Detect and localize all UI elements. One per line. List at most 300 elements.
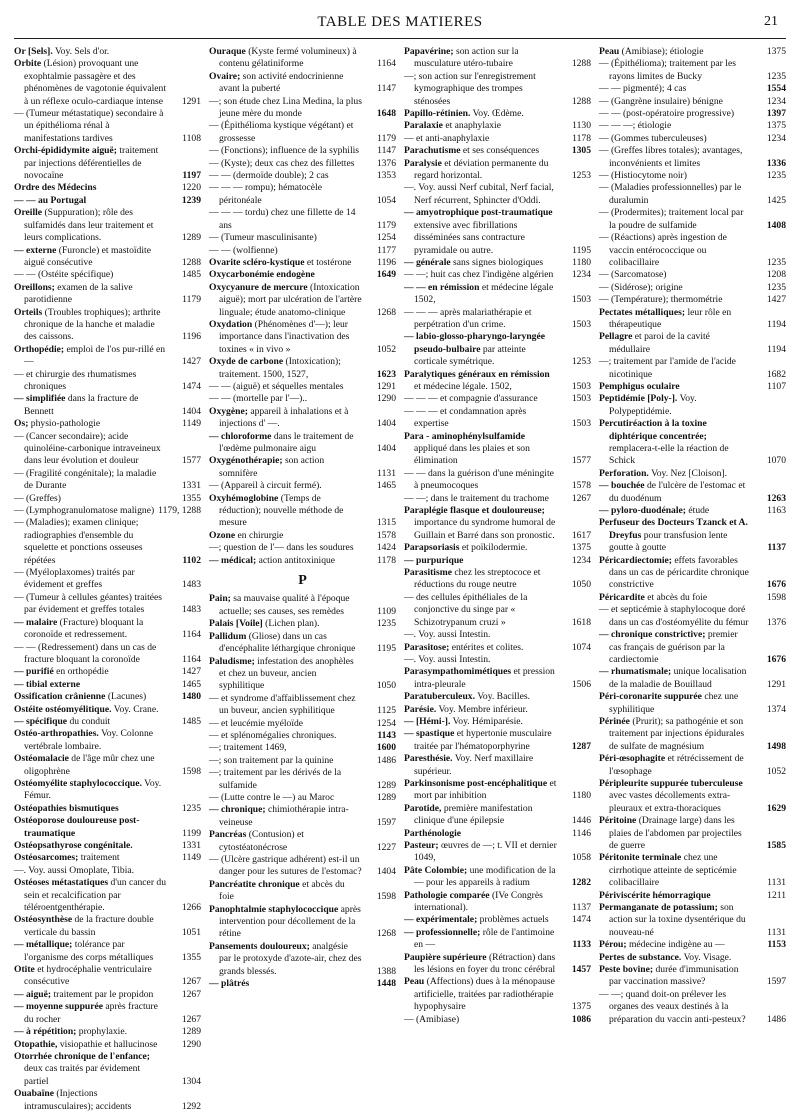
entry-description: son action sur la toxine dysentérique du nouveau-né <box>609 902 746 938</box>
entry-heading: Parotide, <box>404 802 442 814</box>
entry-page-ref: 1109 <box>377 605 396 617</box>
entry-text <box>209 170 329 181</box>
entry-text <box>209 755 333 766</box>
entry-page-ref: 1577 <box>571 455 591 467</box>
index-entry <box>209 245 396 257</box>
entry-text <box>209 232 317 243</box>
entry-text <box>14 145 158 181</box>
entry-page-ref: 1194 <box>767 343 786 355</box>
entry-description: — et leucémie myéloïde <box>209 717 304 729</box>
entry-description: — — pigmenté); 4 cas <box>599 83 687 95</box>
entry-text <box>599 418 729 466</box>
entry-text <box>209 431 354 454</box>
entry-page-ref: 1486 <box>766 1013 786 1025</box>
entry-description: son action sur la musculature utéro-tubaire <box>414 46 519 70</box>
entry-text <box>599 170 687 181</box>
entry-page-ref: 1427 <box>766 294 786 306</box>
index-entry <box>599 58 786 83</box>
entry-heading: Pansements douloureux; <box>209 940 310 952</box>
entry-description: traitement <box>80 852 120 864</box>
entry-text <box>209 269 315 280</box>
index-entry <box>404 890 591 915</box>
entry-heading: Peste bovine; <box>599 964 654 976</box>
entry-text <box>404 716 523 727</box>
index-entry <box>209 381 396 393</box>
index-entry <box>209 356 396 381</box>
entry-page-ref: 1506 <box>571 678 591 690</box>
entry-description: (Suppuration); rôle des sulfamidés dans leur traitement et leurs complications. <box>24 207 154 244</box>
entry-text <box>404 431 530 467</box>
index-entry <box>209 269 396 281</box>
entry-heading: Papillo-rétinien. <box>404 108 471 120</box>
index-entry <box>599 691 786 716</box>
index-entry <box>209 978 396 990</box>
entry-text <box>404 158 548 181</box>
entry-page-ref: 1179 <box>377 219 396 231</box>
entry-text <box>209 493 343 529</box>
entry-heading: Ostéopsathyrose congénitale. <box>14 840 133 851</box>
index-entry <box>14 592 201 617</box>
index-entry <box>14 418 201 430</box>
entry-text <box>404 592 527 628</box>
entry-text <box>14 282 133 305</box>
entry-description: (Temps de réduction); nouvelle méthode de mesure <box>219 492 344 529</box>
entry-text <box>14 716 110 727</box>
entry-description: — (Greffes) <box>14 492 61 504</box>
entry-description: de l'ulcère de l'estomac et du duodénum <box>609 480 746 504</box>
entry-description: — (Histiocytome noir) <box>599 170 687 182</box>
entry-page-ref: 1195 <box>377 643 396 655</box>
index-entry <box>14 182 201 194</box>
entry-text <box>14 617 143 640</box>
entry-text <box>14 1026 127 1037</box>
index-entry <box>209 232 396 244</box>
index-entry <box>599 83 786 95</box>
entry-description: durée d'immunisation par vaccination massive? <box>609 964 739 988</box>
entry-text <box>209 530 283 541</box>
entry-text <box>599 307 731 330</box>
entry-page-ref: 1263 <box>766 492 786 504</box>
index-entry <box>404 629 591 641</box>
entry-text <box>14 840 133 851</box>
entry-text <box>14 778 161 801</box>
index-entry <box>14 1001 201 1026</box>
entry-page-ref: 1483 <box>181 604 201 616</box>
entry-description: — (Épithélioma); traitement par les rayons limites de Bucky <box>599 58 736 82</box>
index-entry <box>599 207 786 232</box>
entry-heading: Oxyhémoglobine <box>209 492 279 504</box>
entry-page-ref: 1597 <box>766 976 786 988</box>
index-entry <box>404 666 591 691</box>
entry-heading: Oxycarbonémie endogène <box>209 269 315 281</box>
entry-text <box>599 666 746 689</box>
index-entry <box>209 158 396 170</box>
index-entry <box>209 46 396 71</box>
entry-page-ref: 1648 <box>376 108 396 120</box>
entry-heading: — purifié <box>14 666 54 678</box>
entry-page-ref: 1485 <box>181 715 201 727</box>
entry-heading: Ostéoporose douloureuse post-traumatique <box>14 815 140 839</box>
entry-heading: Ostéite ostéomyélitique. <box>14 703 112 715</box>
entry-heading: Pemphigus oculaire <box>599 380 680 392</box>
entry-text <box>404 555 463 566</box>
entry-text <box>14 679 80 690</box>
index-entry <box>14 567 201 592</box>
index-entry <box>209 656 396 693</box>
entry-description: — (Sarcomatose) <box>599 269 667 281</box>
index-entry <box>14 691 201 703</box>
entry-page-ref: 1131 <box>767 877 786 889</box>
entry-text <box>209 71 343 94</box>
entry-description: (Furoncle) et mastoïdite aiguë consécutive <box>24 244 151 268</box>
index-entry <box>404 542 591 554</box>
entry-page-ref: 1375 <box>571 542 591 554</box>
entry-heading: Péritoine <box>599 815 637 827</box>
entry-text <box>14 58 166 106</box>
entry-page-ref: 1598 <box>376 891 396 903</box>
entry-description: dans la fracture de Bennett <box>24 393 139 417</box>
entry-heading: Orbite <box>14 58 42 70</box>
index-entry <box>404 307 591 332</box>
entry-text <box>404 728 552 751</box>
entry-text <box>14 517 143 565</box>
entry-text <box>14 567 135 590</box>
index-entry <box>14 716 201 728</box>
index-entry <box>209 829 396 854</box>
index-entry <box>599 145 786 170</box>
entry-text <box>14 728 153 751</box>
entry-text <box>209 941 362 977</box>
entry-description: — et anti-anaphylaxie <box>404 132 490 144</box>
entry-page-ref: 1163 <box>767 505 786 517</box>
entry-text <box>209 854 362 877</box>
entry-text <box>404 1014 459 1025</box>
entry-text <box>14 195 86 206</box>
entry-description: — (Maladies professionnelles) par le duralumin <box>599 182 742 206</box>
entry-text <box>209 542 354 553</box>
entry-page-ref: 1585 <box>766 840 786 851</box>
entry-text <box>404 865 556 888</box>
entry-description: visiopathie et hallucinose <box>59 1038 158 1050</box>
entry-text <box>14 1051 150 1087</box>
entry-heading: Péricardite <box>599 591 645 603</box>
entry-description: physio-pathologie <box>30 418 101 430</box>
entry-description: — (Cancer secondaire); acide quinoléine-carbonique intraveineux dans leur évolution et douleur <box>14 430 161 467</box>
entry-page-ref: 1254 <box>376 232 396 244</box>
entry-description: (IVe Congrès international). <box>414 889 543 914</box>
entry-description: —. Voy. aussi Omoplate, Tibia. <box>14 864 135 876</box>
entry-text <box>14 642 156 665</box>
entry-text <box>599 232 727 268</box>
entry-description: appliqué dans les plaies et son élimination <box>414 443 530 467</box>
entry-description: avec vastes décollements extra-pleuraux et extra-thoraciques <box>609 790 731 814</box>
index-column-3 <box>404 46 591 1076</box>
entry-page-ref: 1404 <box>376 443 396 454</box>
entry-text <box>14 815 139 838</box>
entry-text <box>14 964 152 987</box>
entry-heading: Orteils <box>14 306 43 318</box>
index-entry <box>14 145 201 182</box>
entry-description: rôle de l'antimoine en — <box>414 926 555 951</box>
entry-description: traitement par injections déférentielles de novocaïne <box>24 145 159 182</box>
entry-page-ref: 1234 <box>766 95 786 107</box>
entry-page-ref: 1682 <box>766 368 786 380</box>
entry-text <box>404 207 553 255</box>
index-entry <box>209 71 396 96</box>
entry-page-ref: 1425 <box>766 194 786 206</box>
entry-text <box>14 182 96 193</box>
index-entry <box>209 767 396 792</box>
entry-page-ref: 1130 <box>572 120 591 132</box>
entry-page-ref: 1179 <box>182 294 201 306</box>
entry-heading: Pancréas <box>209 829 247 841</box>
entry-text <box>209 158 354 169</box>
entry-page-ref: 1446 <box>571 815 591 827</box>
entry-text <box>599 381 680 392</box>
index-entry <box>599 629 786 666</box>
entry-description: prophylaxie. <box>78 1026 127 1038</box>
entry-text <box>404 307 532 330</box>
index-entry <box>14 728 201 753</box>
entry-description: (Kyste fermé volumineux) à contenu gélatiniforme <box>219 46 357 70</box>
entry-page-ref: 1108 <box>182 132 201 144</box>
entry-page-ref: 1292 <box>181 1100 201 1112</box>
entry-heading: — expérimentale; <box>404 914 478 926</box>
entry-page-ref: 1598 <box>181 765 201 777</box>
entry-page-ref: 1503 <box>571 393 591 405</box>
entry-heading: Paralytiques généraux en rémission <box>404 368 550 380</box>
entry-text <box>14 46 109 57</box>
entry-heading: — chloroforme <box>209 430 272 442</box>
index-entry <box>599 182 786 207</box>
entry-text <box>14 307 160 343</box>
entry-page-ref: 1388 <box>376 965 396 977</box>
entry-text <box>209 904 361 940</box>
entry-heading: Otorrhée chronique de l'enfance; <box>14 1050 150 1062</box>
entry-description: et tostérone <box>306 256 352 268</box>
entry-text <box>599 133 707 144</box>
entry-page-ref: 1503 <box>571 418 591 430</box>
entry-heading: Oxycyanure de mercure <box>209 281 308 293</box>
entry-description: étude <box>688 505 710 517</box>
entry-text <box>404 927 554 950</box>
entry-page-ref: 1267 <box>181 976 201 988</box>
entry-heading: Péri-coronarite suppurée <box>599 691 702 703</box>
entry-page-ref: 1355 <box>181 951 201 963</box>
entry-text <box>209 96 362 119</box>
entry-text <box>599 393 697 416</box>
entry-page-ref: 1179, 1288 <box>158 505 201 517</box>
index-entry <box>209 406 396 431</box>
entry-text <box>599 207 743 230</box>
index-entry <box>14 46 201 58</box>
index-entry <box>599 555 786 592</box>
entry-text <box>14 1088 131 1111</box>
entry-description: — —; quand doit-on prélever les organes des veaux destinés à la préparation du vaccin anti-pesteux? <box>599 988 746 1025</box>
entry-page-ref: 1147 <box>377 145 396 157</box>
entry-text <box>404 704 528 715</box>
entry-description: dans le traitement de l'œdème pulmonaire aigu <box>219 430 354 454</box>
entry-text <box>209 618 320 629</box>
entry-page-ref: 1197 <box>182 170 201 182</box>
entry-description: — (Myéloplaxomes) traités par évidement et greffes <box>14 567 135 591</box>
entry-description: —; traitement par l'amide de l'acide nicotinique <box>599 356 736 380</box>
entry-page-ref: 1598 <box>766 591 786 603</box>
entry-page-ref: 1578 <box>376 529 396 541</box>
entry-text <box>404 642 523 653</box>
index-entry <box>404 120 591 132</box>
entry-page-ref: 1474 <box>181 380 201 392</box>
entry-text <box>209 555 335 566</box>
entry-text <box>599 890 711 901</box>
entry-text <box>14 468 156 491</box>
entry-description: extensive avec fibrillations disséminées sans contracture pyramidale ou autre. <box>414 219 525 256</box>
entry-page-ref: 1125 <box>377 705 396 717</box>
entry-page-ref: 1050 <box>376 680 396 692</box>
entry-description: — — — après malariathérapie et perpétration d'un crime. <box>404 306 532 330</box>
entry-heading: Ozone <box>209 529 236 541</box>
entry-page-ref: 1480 <box>181 691 201 703</box>
entry-text <box>404 46 519 69</box>
index-entry <box>209 555 396 567</box>
entry-text <box>599 96 723 107</box>
entry-description: — (Kyste); deux cas chez des fillettes <box>209 157 355 169</box>
entry-description: — — (Redressement) dans un cas de fracture bloquant la coronoïde <box>14 641 157 665</box>
entry-text <box>209 182 322 205</box>
entry-heading: Oxydation <box>209 318 253 330</box>
entry-page-ref: 1178 <box>377 554 396 566</box>
entry-page-ref: 1194 <box>767 318 786 330</box>
index-entry <box>404 555 591 567</box>
entry-description: Voy. Nez [Cloison]. <box>651 467 728 479</box>
entry-text <box>599 952 731 963</box>
index-entry <box>599 517 786 554</box>
entry-page-ref: 1211 <box>767 889 786 901</box>
entry-heading: Perfuseur des Docteurs Tzanck et A. Dreyfus <box>599 517 748 541</box>
entry-description: examen de la salive parotidienne <box>24 281 133 306</box>
entry-text <box>404 369 550 392</box>
entry-page-ref: 1164 <box>182 653 201 665</box>
entry-text <box>599 753 744 776</box>
entry-heading: Otopathie, <box>14 1038 58 1050</box>
entry-heading: Ostéopathies bismutiques <box>14 802 119 814</box>
entry-description: chez une cirrhotique atteinte de septicémie colibacillaire <box>609 852 737 889</box>
entry-heading: Paratuberculeux. <box>404 691 475 703</box>
index-entry <box>209 170 396 182</box>
entry-heading: — spécifique <box>14 715 68 727</box>
entry-page-ref: 1577 <box>181 455 201 467</box>
entry-description: action antitoxinique <box>258 554 336 566</box>
entry-heading: Péri-œsophagite <box>599 753 666 765</box>
entry-page-ref: 1287 <box>571 740 591 752</box>
index-entry <box>209 182 396 207</box>
index-entry <box>14 964 201 989</box>
entry-description: et médecine légale 1502, <box>414 281 554 306</box>
entry-page-ref: 1404 <box>376 418 396 430</box>
entry-page-ref: 1503 <box>571 294 591 306</box>
entry-text <box>404 108 524 119</box>
entry-page-ref: 1178 <box>572 132 591 144</box>
entry-description: — et syndrome d'affaiblissement chez un buveur, ancien syphilitique <box>209 692 356 717</box>
entry-page-ref: 1208 <box>766 269 786 281</box>
entry-text <box>599 691 738 714</box>
entry-page-ref: 1597 <box>376 816 396 828</box>
index-entry <box>599 356 786 381</box>
entry-page-ref: 1424 <box>376 542 396 554</box>
entry-heading: Pasteur; <box>404 840 439 851</box>
entry-page-ref: 1051 <box>181 926 201 938</box>
entry-page-ref: 1058 <box>571 852 591 864</box>
entry-description: — — — et condamnation après expertise <box>404 405 527 430</box>
entry-page-ref: 1074 <box>571 641 591 653</box>
entry-description: et poïkilodermie. <box>461 542 528 554</box>
entry-description: et abcès du foie <box>219 878 345 903</box>
entry-description: (Phénomènes d'—); leur importance dans l'inactivation des toxines « in vivo » <box>219 318 350 355</box>
entry-page-ref: 1457 <box>571 964 591 976</box>
entry-heading: Paupière supérieure <box>404 951 487 963</box>
entry-heading: Peau <box>404 976 425 988</box>
entry-heading: Ostéosynthèse <box>14 914 73 926</box>
entry-description: et mort par inhibition <box>414 777 557 802</box>
entry-text <box>209 742 287 753</box>
entry-description: — (Appareil à circuit fermé). <box>209 480 322 492</box>
index-entry <box>209 879 396 904</box>
entry-heading: Parapsoriasis <box>404 542 460 554</box>
index-entry <box>404 592 591 629</box>
entry-text <box>14 418 100 429</box>
entry-description: — — —; étiologie <box>599 120 672 132</box>
entry-description: infestation des anophèles et chez un buveur, ancien syphilitique <box>219 655 354 692</box>
entry-heading: Ossification crânienne <box>14 691 106 703</box>
index-entry <box>404 952 591 977</box>
entry-description: —. Voy. aussi Intestin. <box>404 629 491 641</box>
entry-text <box>404 828 461 839</box>
entry-description: (Fracture) bloquant la coronoïde et redressement. <box>24 616 144 641</box>
entry-description: chimiothérapie intra-veineuse <box>219 804 349 828</box>
entry-page-ref: 1180 <box>572 256 591 268</box>
entry-page-ref: 1253 <box>571 170 591 182</box>
entry-description: — — dans la guérison d'une méningite à pneumocoques <box>404 467 554 492</box>
entry-heading: Permanganate de potassium; <box>599 902 718 914</box>
entry-text <box>209 46 357 69</box>
entry-text <box>209 257 351 268</box>
entry-description: —. Voy. aussi Intestin. <box>404 653 491 665</box>
entry-page-ref: 1375 <box>571 1001 591 1013</box>
index-entry <box>14 505 201 517</box>
entry-description: Voy. Bacilles. <box>477 691 530 703</box>
entry-description: Voy. Sels d'or. <box>54 46 110 57</box>
entry-description: effets favorables dans un cas de péricardite chronique constrictive <box>609 554 749 591</box>
entry-heading: — labio-glosso-pharyngo-laryngée pseudo-bulbaire <box>404 331 545 355</box>
entry-page-ref: 1290 <box>376 393 396 405</box>
entry-text <box>404 666 555 689</box>
entry-text <box>404 567 540 590</box>
entry-description: par atteinte corticale symétrique. <box>414 343 526 368</box>
entry-text <box>599 815 742 851</box>
index-entry <box>599 815 786 852</box>
entry-description: — (Lutte contre le —) au Maroc <box>209 791 335 803</box>
entry-description: —. Voy. aussi Nerf cubital, Nerf facial, Nerf récurrent, Sphincter d'Oddi. <box>404 182 554 206</box>
index-entry <box>599 778 786 815</box>
entry-page-ref: 1254 <box>376 717 396 729</box>
entry-page-ref: 1485 <box>181 269 201 281</box>
entry-description: et anaphylaxie <box>445 120 501 132</box>
entry-description: son activité endocrinienne avant la puberté <box>219 70 344 95</box>
entry-text <box>599 182 741 205</box>
index-entry <box>14 679 201 691</box>
entry-description: —; traitement par les dérivés de la sulfamide <box>209 767 342 791</box>
entry-description: et médecine légale. 1502, <box>414 380 512 392</box>
